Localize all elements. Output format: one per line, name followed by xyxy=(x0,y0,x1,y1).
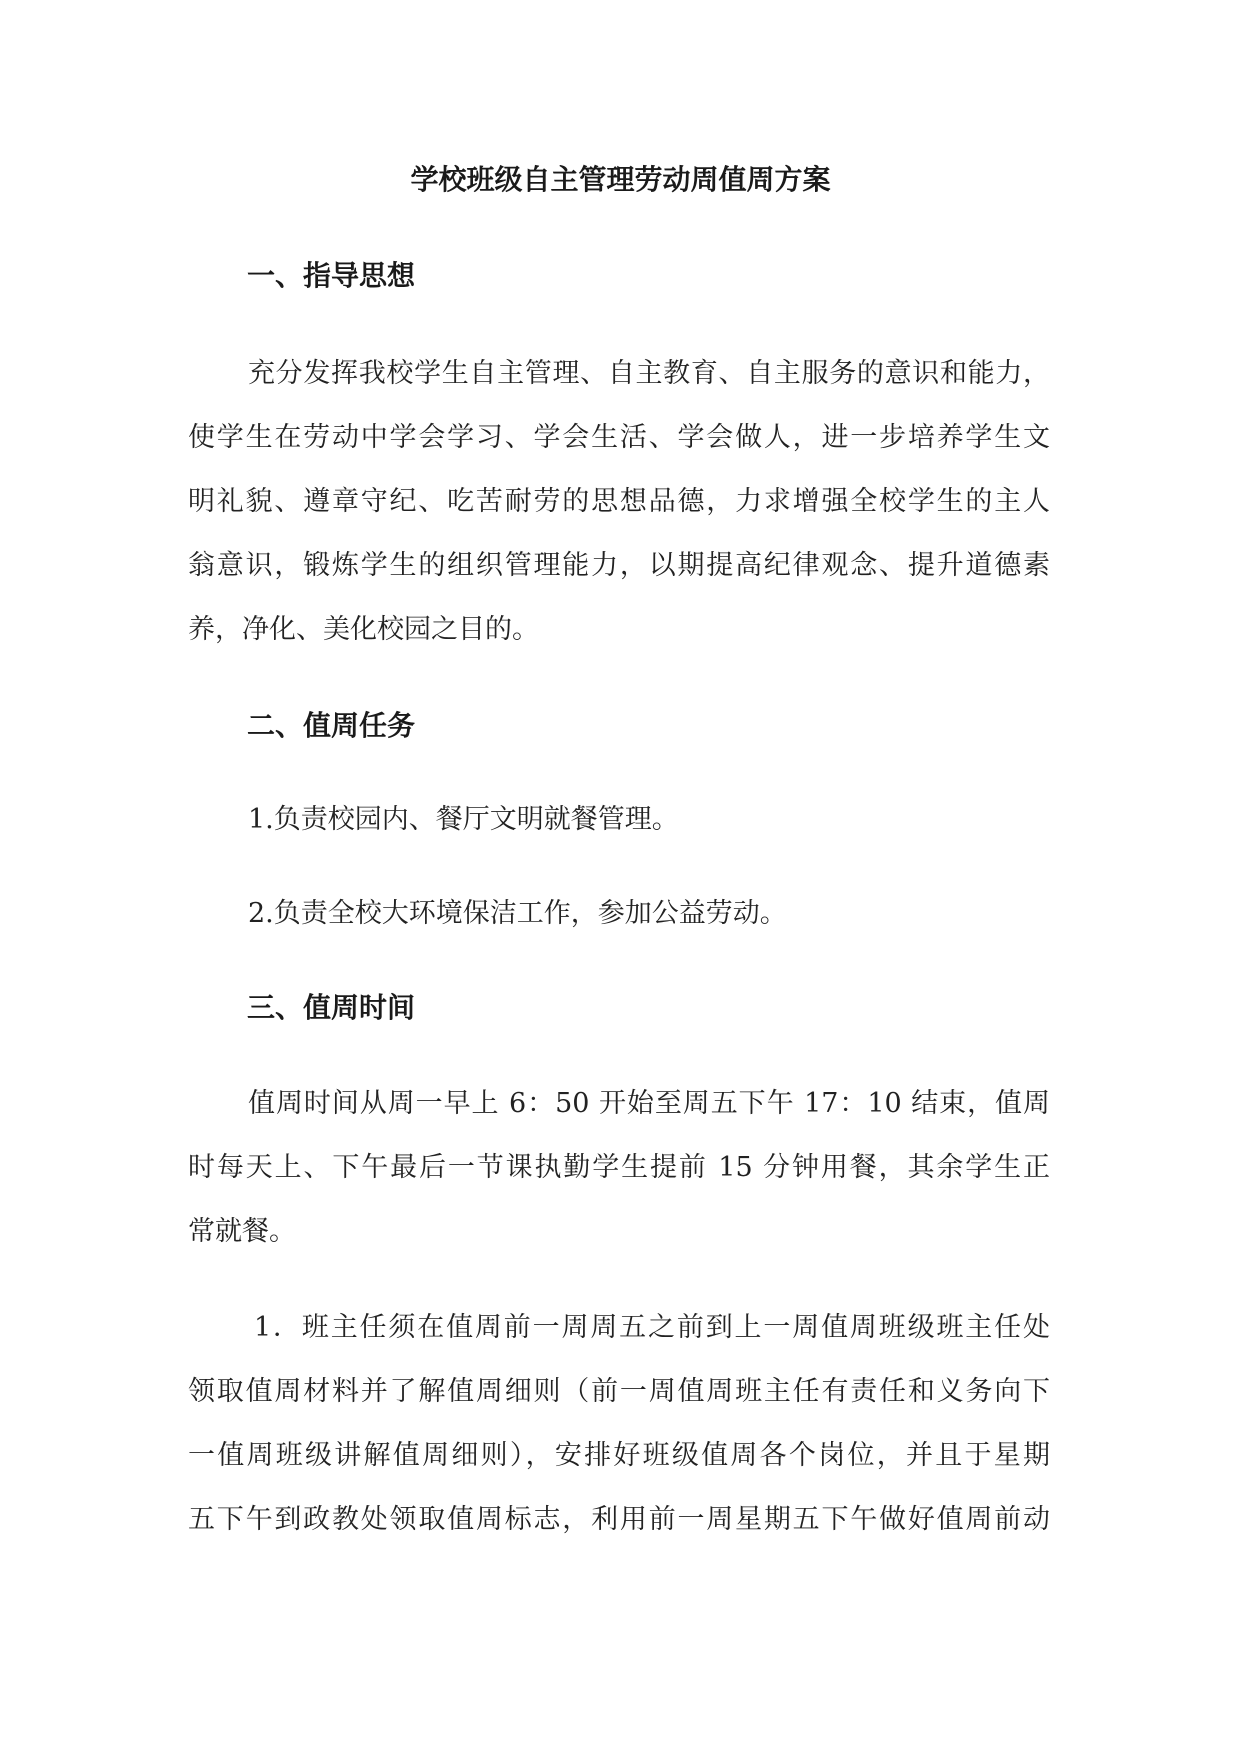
paragraph-line: 时每天上、下午最后一节课执勤学生提前 15 分钟用餐，其余学生正 xyxy=(188,1152,1050,1183)
paragraph-line: 值周时间从周一早上 6：50 开始至周五下午 17：10 结束，值周 xyxy=(248,1088,1050,1119)
paragraph-line: 养，净化、美化校园之目的。 xyxy=(188,614,539,645)
section-heading-duty-time: 三、值周时间 xyxy=(247,991,416,1024)
section-heading-duty-tasks: 二、值周任务 xyxy=(247,709,416,742)
paragraph-line: 常就餐。 xyxy=(188,1216,296,1247)
paragraph-line: 五下午到政教处领取值周标志，利用前一周星期五下午做好值周前动 xyxy=(188,1504,1050,1535)
list-item: 2.负责全校大环境保洁工作，参加公益劳动。 xyxy=(248,898,787,929)
paragraph-line: 使学生在劳动中学会学习、学会生活、学会做人，进一步培养学生文 xyxy=(188,422,1050,453)
paragraph-line: 领取值周材料并了解值周细则（前一周值周班主任有责任和义务向下 xyxy=(188,1376,1050,1407)
section-heading-guiding-ideology: 一、指导思想 xyxy=(247,259,416,292)
list-item: 1.负责校园内、餐厅文明就餐管理。 xyxy=(248,804,679,835)
paragraph-line: 明礼貌、遵章守纪、吃苦耐劳的思想品德，力求增强全校学生的主人 xyxy=(188,486,1050,517)
paragraph-line: 1．班主任须在值周前一周周五之前到上一周值周班级班主任处 xyxy=(254,1312,1050,1343)
paragraph-line: 翁意识，锻炼学生的组织管理能力，以期提高纪律观念、提升道德素 xyxy=(188,550,1050,581)
document-title: 学校班级自主管理劳动周值周方案 xyxy=(410,163,831,196)
paragraph-line: 充分发挥我校学生自主管理、自主教育、自主服务的意识和能力， xyxy=(248,358,1050,389)
paragraph-line: 一值周班级讲解值周细则），安排好班级值周各个岗位，并且于星期 xyxy=(188,1440,1050,1471)
